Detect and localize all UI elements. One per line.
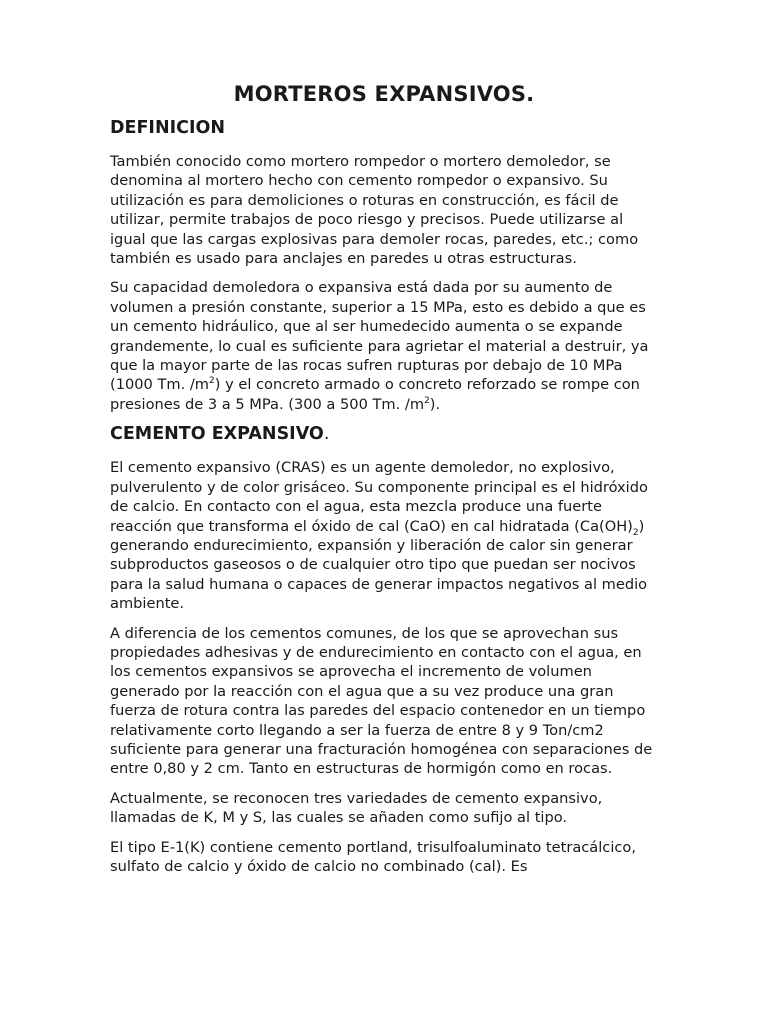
- paragraph-definicion-1: También conocido como mortero rompedor o mortero demoledor, se denomina al mortero hecho con cemento rompedor o expansivo. Su utilización es para demoliciones o roturas en construcción, es fácil de utilizar, permite trabajos de poco riesgo y precisos. Puede utilizarse al igual que las cargas explosivas para demoler rocas, paredes, etc.; como también es usado para anclajes en paredes u otras estructuras.: [110, 153, 639, 268]
- subscript: 2: [632, 527, 639, 538]
- paragraph-cemento-3: Actualmente, se reconocen tres variedades de cemento expansivo, llamadas de K, M y S, las cuales se añaden como sufijo al tipo.: [110, 789, 603, 827]
- paragraph-definicion-2: [110, 278, 658, 414]
- section-heading-definicion: DEFINICION: [110, 118, 225, 138]
- superscript: 2: [424, 396, 430, 407]
- paragraph-text: ).: [429, 395, 441, 413]
- paragraph-text: El cemento expansivo (CRAS) es un agente demoledor, no explosivo, pulverulento y de color grisáceo. Su componente principal es el hidróxido de calcio. En contacto con el agua, esta mezcla produce una fuerte reacción que transforma el óxido de cal (CaO) en cal hidratada (Ca(OH): [110, 459, 648, 535]
- paragraph-cemento-2: A diferencia de los cementos comunes, de los que se aprovechan sus propiedades adhesivas y de endurecimiento en contacto con el agua, en los cementos expansivos se aprovecha el incremento de volumen generado por la reacción con el agua que a su vez produce una gran fuerza de rotura contra las paredes del espacio contenedor en un tiempo relativamente corto llegando a ser la fuerza de entre 8 y 9 Ton/cm2 suficiente para generar una fracturación homogénea con separaciones de entre 0,80 y 2 cm. Tanto en estructuras de hormigón como en rocas.: [110, 624, 653, 778]
- document-title: MORTEROS EXPANSIVOS.: [233, 82, 535, 106]
- paragraph-text: ) generando endurecimiento, expansión y liberación de calor sin generar subproductos gaseosos o de cualquier otro tipo que puedan ser nocivos para la salud humana o capaces de generar impactos negativos al medio ambiente.: [110, 517, 648, 613]
- paragraph-cemento-4: El tipo E-1(K) contiene cemento portland, trisulfoaluminato tetracálcico, sulfato de calcio y óxido de calcio no combinado (cal). Es: [110, 838, 636, 875]
- paragraph-text: Su capacidad demoledora o expansiva está dada por su aumento de volumen a presión constante, superior a 15 MPa, esto es debido a que es un cemento hidráulico, que al ser humedecido aumenta o se expande grandemente, lo cual es suficiente para agrietar el material a destruir, ya que la mayor parte de las rocas sufren rupturas por debajo de 10 MPa (1000 Tm. /m: [110, 279, 649, 394]
- paragraph-text: ) y el concreto armado o concreto reforzado se rompe con presiones de 3 a 5 MPa. (300 a 500 Tm. /m: [110, 376, 640, 413]
- superscript: 2: [209, 376, 215, 387]
- paragraph-cemento-1: [110, 458, 658, 613]
- heading-text: CEMENTO EXPANSIVO: [110, 424, 324, 445]
- heading-trail: .: [323, 424, 330, 445]
- section-heading-cemento-expansivo: [110, 424, 658, 444]
